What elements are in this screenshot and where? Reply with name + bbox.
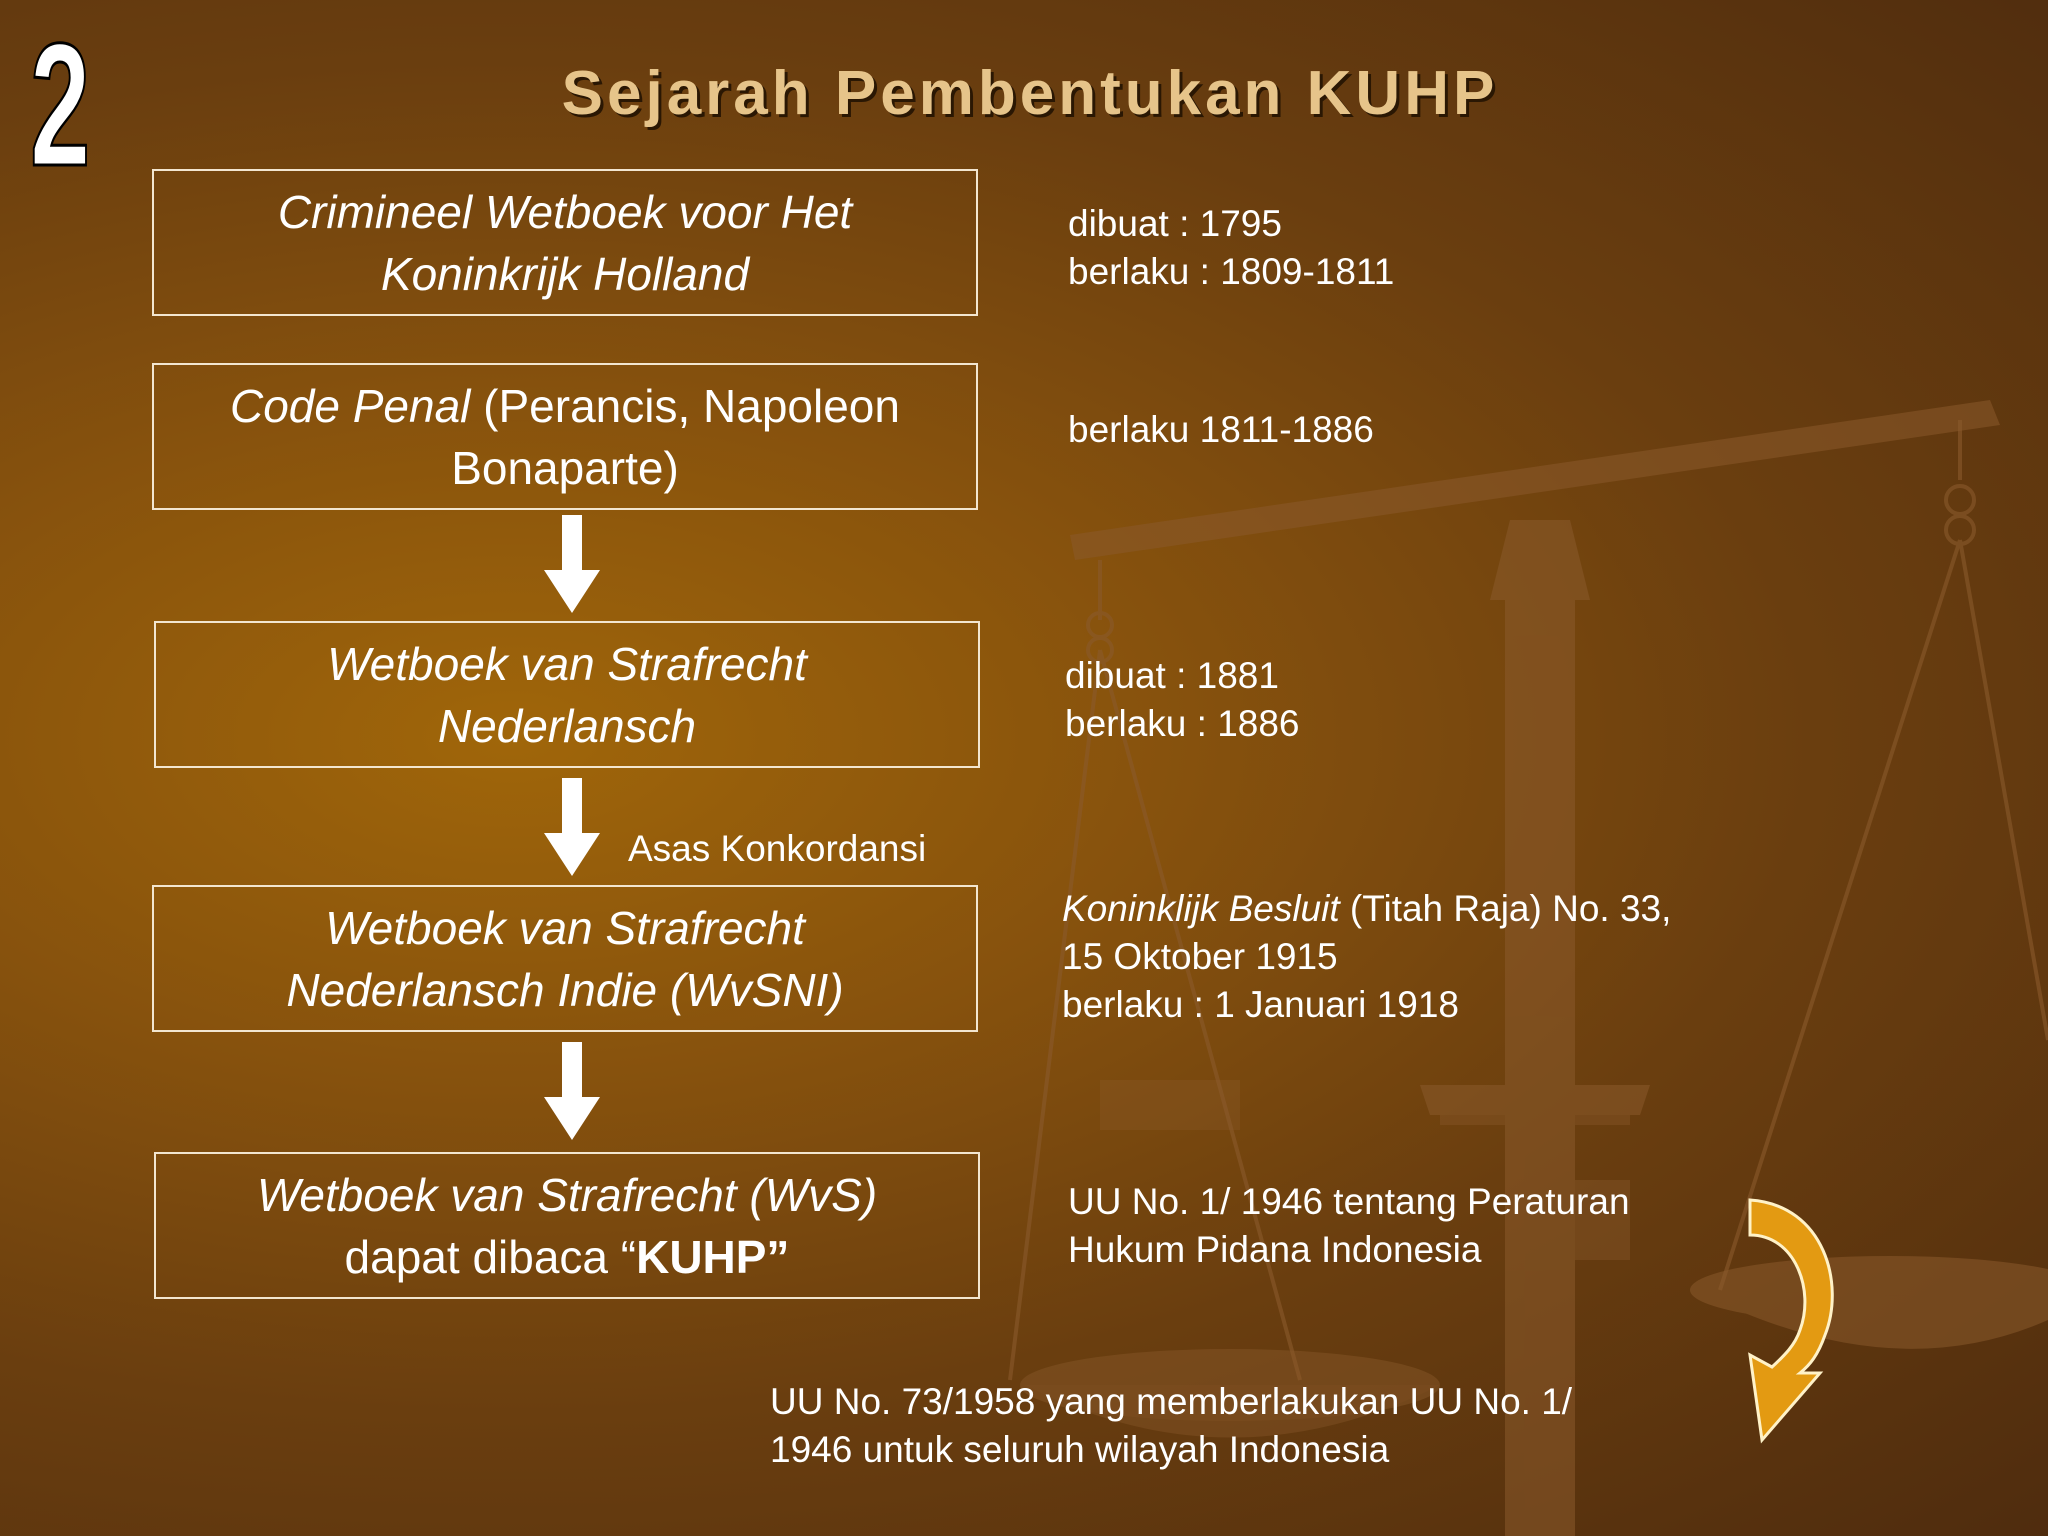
history-box-kuhp (154, 1152, 980, 1299)
page-title: Sejarah Pembentukan KUHP (561, 59, 1499, 128)
down-arrow-icon (542, 1042, 602, 1142)
note-line: berlaku 1811-1886 (1068, 409, 1374, 450)
note-crimineel-wetboek (1068, 200, 1394, 296)
history-box-code-penal (152, 363, 978, 510)
box-line: dapat dibaca “ (344, 1230, 637, 1283)
note-wvs-nederlansch (1065, 652, 1300, 748)
box-line: Nederlansch (437, 699, 697, 752)
note-line: berlaku : 1809-1811 (1068, 251, 1395, 292)
note-uu-1946 (1068, 1178, 1630, 1274)
note-line: 1946 untuk seluruh wilayah Indonesia (770, 1429, 1390, 1470)
box-line: Wetboek van Strafrecht (327, 637, 807, 690)
note-line: berlaku : 1 Januari 1918 (1062, 984, 1459, 1025)
box-line: Wetboek van Strafrecht (325, 901, 805, 954)
box-line: Koninkrijk Holland (380, 247, 750, 300)
box-line: Nederlansch Indie (WvSNI) (286, 963, 844, 1016)
history-box-crimineel-wetboek (152, 169, 978, 316)
note-line: Hukum Pidana Indonesia (1068, 1229, 1482, 1270)
note-line: berlaku : 1886 (1065, 703, 1300, 744)
box-line: Wetboek van Strafrecht (WvS) (256, 1168, 878, 1221)
box-line: Crimineel Wetboek voor Het (277, 185, 853, 238)
note-code-penal (1068, 406, 1374, 454)
note-line: UU No. 1/ 1946 tentang Peraturan (1068, 1181, 1630, 1222)
note-wvsni (1062, 885, 1671, 1029)
down-arrow-icon (542, 778, 602, 878)
note-line: 15 Oktober 1915 (1062, 936, 1338, 977)
down-arrow-icon (542, 515, 602, 615)
curved-arrow-icon (1740, 1195, 1840, 1445)
note-line-italic: Koninklijk Besluit (1062, 888, 1340, 929)
arrow-label: Asas Konkordansi (628, 828, 927, 869)
note-line: UU No. 73/1958 yang memberlakukan UU No. 1/ (770, 1381, 1573, 1422)
note-line: dibuat : 1881 (1065, 655, 1279, 696)
kuhp-label: KUHP” (636, 1230, 790, 1283)
note-line: (Titah Raja) No. 33, (1339, 888, 1672, 929)
history-box-wvsni (152, 885, 978, 1032)
note-uu-1958 (770, 1378, 1572, 1474)
box-line: Bonaparte) (451, 441, 679, 494)
box-line-italic: Code Penal (230, 379, 471, 432)
slide-number: 2 (30, 8, 91, 203)
box-line: (Perancis, Napoleon (470, 379, 900, 432)
history-box-wvs-nederlansch (154, 621, 980, 768)
note-line: dibuat : 1795 (1068, 203, 1282, 244)
